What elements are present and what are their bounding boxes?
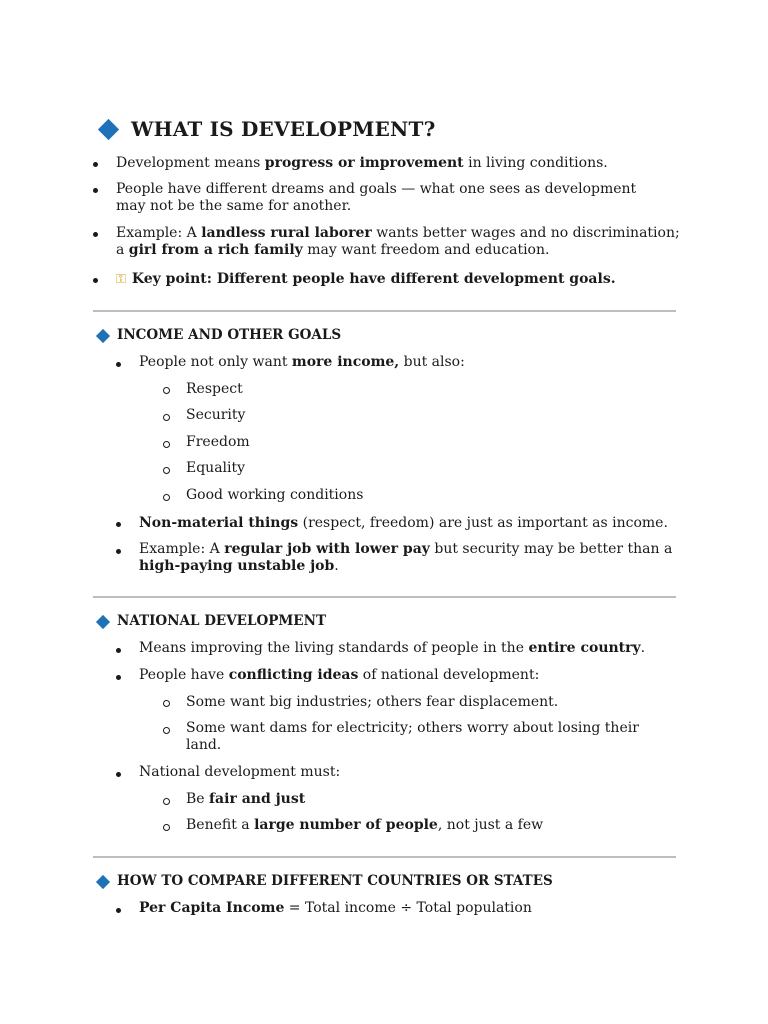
sub-bullet-icon: [163, 387, 170, 394]
national-bullet-3: National development must:: [139, 764, 341, 780]
sub-item: Security: [186, 407, 246, 423]
national-bullet-1: Means improving the living standards of people in the entire country.: [139, 640, 646, 656]
sub-bullet-icon: [163, 727, 170, 734]
sub-bullet-icon: [163, 441, 170, 448]
section-heading-national: NATIONAL DEVELOPMENT: [117, 613, 326, 629]
sub-item: Be fair and just: [186, 791, 306, 807]
bullet-icon: [116, 772, 121, 777]
sub-item: Benefit a large number of people, not just a few: [186, 817, 544, 833]
bullet-icon: [93, 232, 98, 237]
page-title: WHAT IS DEVELOPMENT?: [131, 117, 436, 141]
section-heading-compare: HOW TO COMPARE DIFFERENT COUNTRIES OR STATES: [117, 873, 553, 889]
bullet-icon: [116, 522, 121, 527]
income-bullet-3-line-1: Example: A regular job with lower pay but security may be better than a: [139, 541, 673, 557]
diamond-bullet-icon: [96, 615, 110, 629]
sub-item: Some want big industries; others fear displacement.: [186, 694, 559, 710]
section-divider: [93, 596, 676, 598]
sub-bullet-icon: [163, 798, 170, 805]
income-bullet-1: People not only want more income, but also:: [139, 354, 465, 370]
bullet-icon: [116, 675, 121, 680]
section-heading-income: INCOME AND OTHER GOALS: [117, 327, 342, 343]
sub-bullet-icon: [163, 494, 170, 501]
bullet-icon: [93, 188, 98, 193]
sub-item-line-2: land.: [186, 737, 222, 753]
sub-bullet-icon: [163, 467, 170, 474]
sub-item-line-1: Some want dams for electricity; others worry about losing their: [186, 720, 639, 736]
section-divider: [93, 856, 676, 858]
intro-bullet-2-line-1: People have different dreams and goals — what one sees as development: [116, 181, 637, 197]
bullet-icon: [93, 278, 98, 283]
sub-bullet-icon: [163, 824, 170, 831]
key-point: ⚿ Key point: Different people have different development goals.: [116, 271, 616, 287]
section-divider: [93, 310, 676, 312]
diamond-bullet-icon: [98, 119, 119, 140]
bullet-icon: [116, 362, 121, 367]
sub-item: Freedom: [186, 434, 250, 450]
income-bullet-2: Non-material things (respect, freedom) are just as important as income.: [139, 515, 668, 531]
intro-bullet-2-line-2: may not be the same for another.: [116, 198, 352, 214]
intro-bullet-3-line-2: a girl from a rich family may want freedom and education.: [116, 242, 550, 258]
sub-bullet-icon: [163, 700, 170, 707]
national-bullet-2: People have conflicting ideas of national development:: [139, 667, 540, 683]
sub-item: Equality: [186, 460, 246, 476]
diamond-bullet-icon: [96, 875, 110, 889]
bullet-icon: [116, 648, 121, 653]
sub-item: Respect: [186, 381, 243, 397]
income-bullet-3-line-2: high-paying unstable job.: [139, 558, 339, 574]
bullet-icon: [116, 908, 121, 913]
sub-item: Good working conditions: [186, 487, 364, 503]
diamond-bullet-icon: [96, 329, 110, 343]
intro-bullet-1: Development means progress or improvement in living conditions.: [116, 155, 608, 171]
compare-bullet-1: Per Capita Income = Total income ÷ Total population: [139, 900, 532, 916]
sub-bullet-icon: [163, 414, 170, 421]
bullet-icon: [116, 549, 121, 554]
bullet-icon: [93, 162, 98, 167]
intro-bullet-3-line-1: Example: A landless rural laborer wants better wages and no discrimination;: [116, 225, 680, 241]
key-icon: ⚿: [116, 272, 126, 287]
